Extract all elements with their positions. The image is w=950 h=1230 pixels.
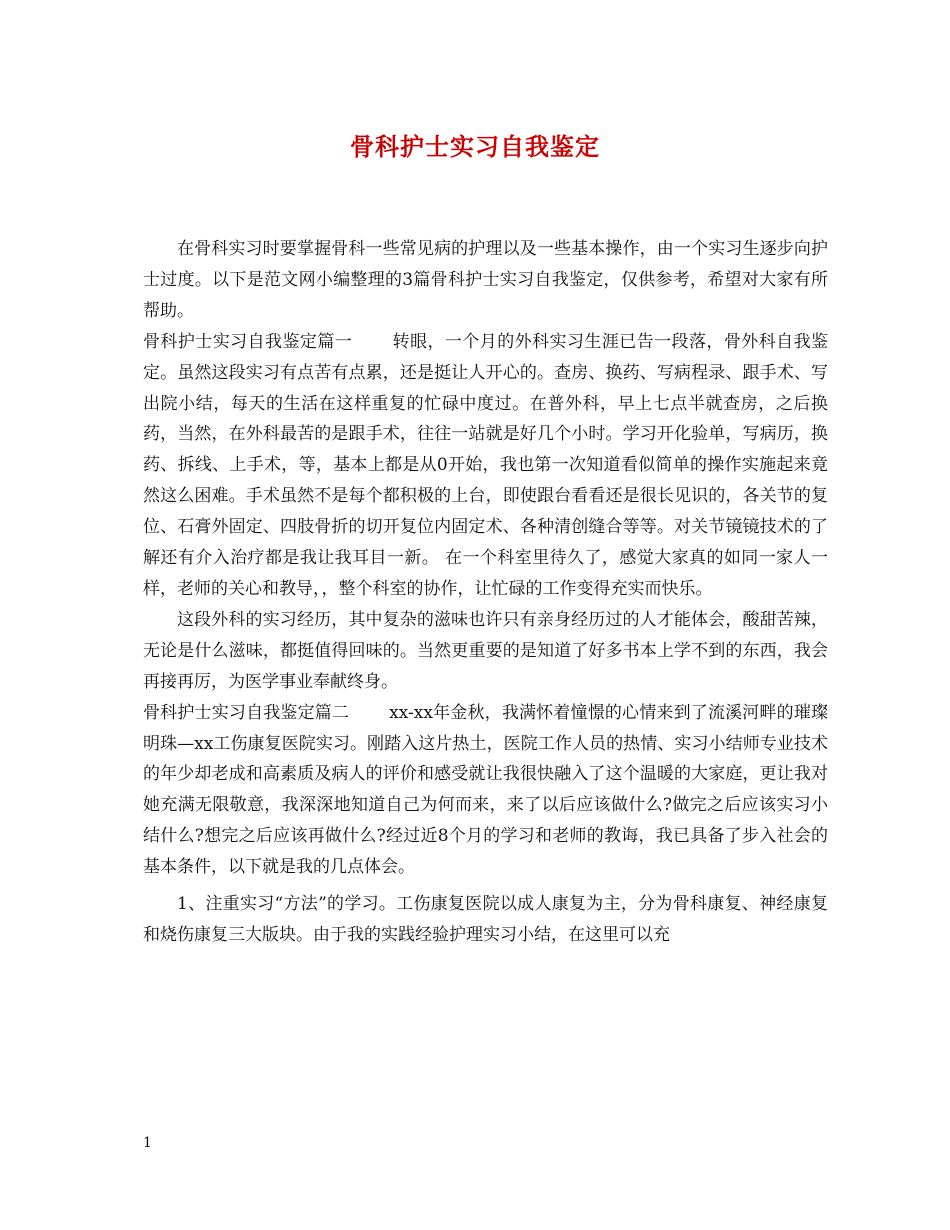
numbered-point-paragraph: 1、注重实习“方法”的学习。工伤康复医院以成人康复为主，分为骨科康复、神经康复和烧伤康复三大版块。由于我的实践经验护理实习小结，在这里可以充 — [143, 894, 828, 945]
section-one-closing-paragraph: 这段外科的实习经历，其中复杂的滋味也许只有亲身经历过的人才能体会，酸甜苦辣，无论是什么滋味，都挺值得回味的。当然更重要的是知道了好多书本上学不到的东西，我会再接再厉，为医学事业奉献终身。 — [143, 609, 828, 692]
document-title: 骨科护士实习自我鉴定 — [350, 132, 600, 161]
intro-paragraph: 在骨科实习时要掌握骨科一些常见病的护理以及一些基本操作，由一个实习生逐步向护士过度。以下是范文网小编整理的3篇骨科护士实习自我鉴定，仅供参考，希望对大家有所帮助。 — [143, 239, 828, 321]
document-body — [143, 234, 828, 951]
section-one-text: 转眼，一个月的外科实习生涯已告一段落，骨外科自我鉴定。虽然这段实习有点苦有点累，还是挺让人开心的。查房、换药、写病程录、跟手术、写出院小结，每天的生活在这样重复的忙碌中度过。在普外科，早上七点半就查房，之后换药，当然，在外科最苦的是跟手术，往往一站就是好几个小时。学习开化验单，写病历，换药、拆线、上手术，等，基本上都是从0开始，我也第一次知道看似简单的操作实施起来竟然这么困难。手术虽然不是每个都积极的上台，即使跟台看看还是很长见识的，各关节的复位、石膏外固定、四肢骨折的切开复位内固定术、各种清创缝合等等。对关节镜镜技术的了解还有介入治疗都是我让我耳目一新。 在一个科室里待久了，感觉大家真的如同一家人一样，老师的关心和教导，，整个科室的协作，让忙碌的工作变得充实而快乐。 — [143, 331, 829, 599]
section-two-label: 骨科护士实习自我鉴定篇二 — [143, 702, 350, 723]
page-number: 1 — [143, 1135, 152, 1151]
section-one-paragraph — [143, 327, 828, 605]
section-two-text: xx-xx年金秋，我满怀着憧憬的心情来到了流溪河畔的璀璨明珠—xx工伤康复医院实习。刚踏入这片热土，医院工作人员的热情、实习小结师专业技术的年少却老成和高素质及病人的评价和感受就让我很快融入了这个温暖的大家庭，更让我对她充满无限敬意，我深深地知道自己为何而来，来了以后应该做什么?做完之后应该实习小结什么?想完之后应该再做什么?经过近8个月的学习和老师的教诲，我已具备了步入社会的基本条件，以下就是我的几点体会。 — [143, 702, 829, 878]
section-two-paragraph — [143, 698, 828, 883]
section-one-label: 骨科护士实习自我鉴定篇一 — [143, 331, 353, 352]
